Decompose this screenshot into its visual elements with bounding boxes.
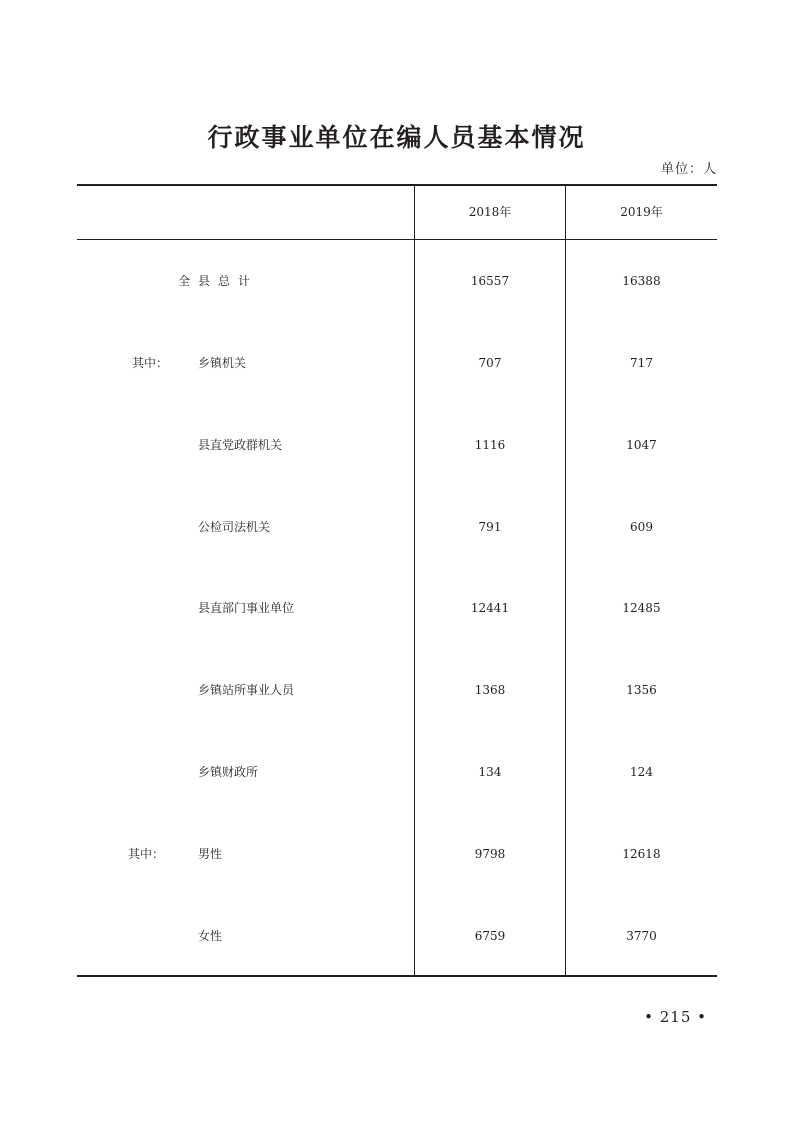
table-row-total: [77, 271, 717, 291]
row-label: 全县总计: [178, 274, 259, 288]
row-label: 县直党政群机关: [198, 438, 283, 452]
table-row: [77, 926, 717, 946]
row-label: 县直部门事业单位: [198, 601, 295, 615]
row-prefix: 其中：: [132, 356, 169, 370]
table-row: [77, 844, 717, 864]
cell-2019: 1356: [626, 683, 657, 697]
table-row: [77, 598, 717, 618]
cell-2019: 1047: [626, 438, 657, 452]
unit-label: 单位：人: [660, 162, 717, 177]
cell-2019: 3770: [626, 929, 657, 943]
row-prefix: 其中：: [128, 847, 165, 861]
table-row: [77, 517, 717, 537]
column-header-2018: 2018年: [468, 205, 512, 219]
cell-2018: 1116: [474, 438, 506, 452]
cell-2018: 12441: [470, 601, 510, 615]
table-row: [77, 680, 717, 700]
cell-2019: 12485: [622, 601, 661, 615]
cell-2019: 16388: [622, 274, 661, 288]
cell-2018: 1368: [474, 683, 506, 697]
cell-2018: 134: [478, 765, 502, 779]
row-label: 女性: [198, 929, 223, 943]
cell-2018: 707: [478, 356, 502, 370]
row-label: 公检司法机关: [198, 520, 271, 534]
page-title: 行政事业单位在编人员基本情况: [207, 123, 586, 152]
row-label: 乡镇财政所: [198, 765, 259, 779]
table-top-rule: [77, 184, 717, 186]
row-label: 男性: [198, 847, 223, 861]
cell-2018: 9798: [474, 847, 506, 861]
cell-2019: 124: [630, 765, 653, 779]
row-label: 乡镇站所事业人员: [198, 683, 295, 697]
column-header-2019: 2019年: [620, 205, 663, 219]
cell-2018: 16557: [470, 274, 510, 288]
table-row: [77, 435, 717, 455]
table-row: [77, 353, 717, 373]
cell-2019: 717: [630, 356, 653, 370]
cell-2019: 609: [630, 520, 653, 534]
cell-2018: 6759: [474, 929, 506, 943]
table-row: [77, 762, 717, 782]
table-bottom-rule: [77, 975, 717, 977]
row-label: 乡镇机关: [198, 356, 247, 370]
cell-2019: 12618: [622, 847, 661, 861]
cell-2018: 791: [478, 520, 502, 534]
table-header-rule: [77, 239, 717, 240]
page-number: • 215 •: [644, 1008, 707, 1026]
